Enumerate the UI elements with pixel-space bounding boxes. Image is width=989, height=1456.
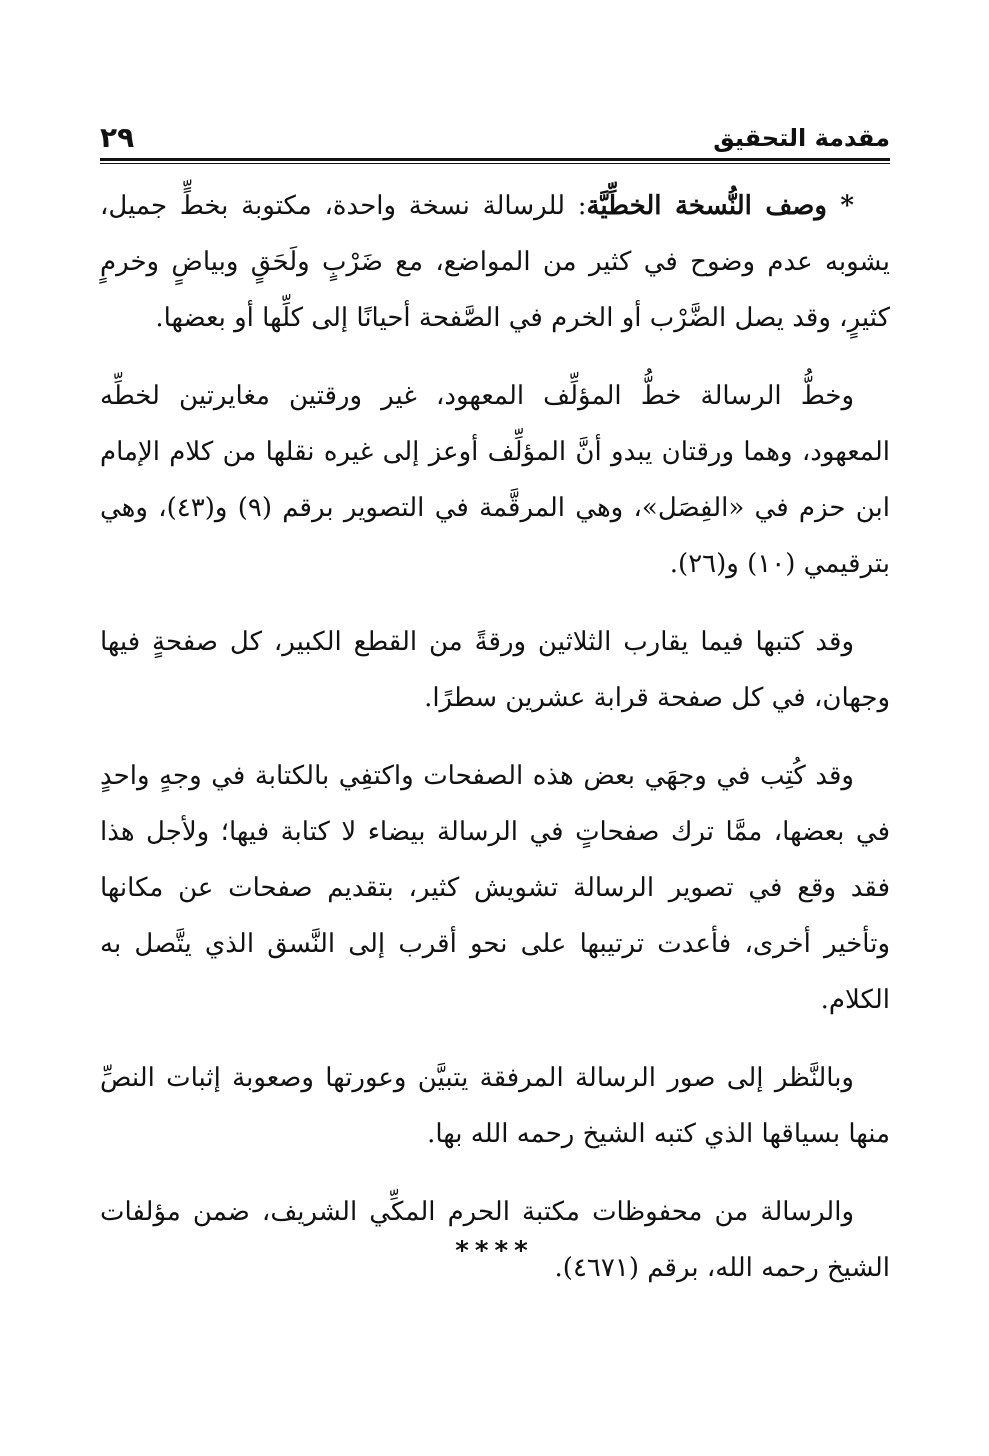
section-separator: ****: [455, 1236, 534, 1266]
paragraph-text: : للرسالة نسخة واحدة، مكتوبة بخطٍّ جميل، يشوبه عدم وضوح في كثير من المواضع، مع ضَرْبٍ ولَحَقٍ وبياضٍ وخرمٍ كثيرٍ، وقد يصل الضَّرْب أو الخرم في الصَّفحة أحيانًا إلى كلِّها أو بعضها.: [100, 191, 890, 333]
running-header-title: مقدمة التحقيق: [713, 124, 890, 152]
header-rule: [100, 158, 890, 161]
body-text: [100, 178, 890, 1318]
paragraph-handwriting: وخطُّ الرسالة خطُّ المؤلِّف المعهود، غير ورقتين مغايرتين لخطِّه المعهود، وهما ورقتان يبدو أنَّ المؤلِّف أوعز إلى غيره نقلها من كلام الإمام ابن حزم في «الفِصَل»، وهي المرقَّمة في التصوير برقم (٩) و(٤٣)، وهي بترقيمي (١٠) و(٢٦).: [100, 381, 890, 579]
paragraph-page-order: وقد كُتِب في وجهَي بعض هذه الصفحات واكتفِي بالكتابة في وجهٍ واحدٍ في بعضها، ممَّا ترك صفحاتٍ في الرسالة بيضاء لا كتابة فيها؛ ولأجل هذا فقد وقع في تصوير الرسالة تشويش كثير، بتقديم صفحات عن مكانها وتأخير أخرى، فأعدت ترتيبها على نحو أقرب إلى النَّسق الذي يتَّصل به الكلام.: [100, 761, 890, 1015]
paragraph-location: والرسالة من محفوظات مكتبة الحرم المكِّي الشريف، ضمن مؤلفات الشيخ رحمه الله، برقم (٤٦٧١).: [100, 1197, 890, 1283]
header-rule-thin: [100, 163, 890, 164]
paragraph-difficulty: وبالنَّظر إلى صور الرسالة المرفقة يتبيَّن وعورتها وصعوبة إثبات النصِّ منها بسياقها الذي كتبه الشيخ رحمه الله بها.: [100, 1063, 890, 1149]
section-lead: * وصف النُّسخة الخطِّيَّة: [586, 191, 854, 221]
page-header: [100, 120, 890, 164]
paragraph-manuscript-description: [100, 178, 890, 346]
paragraph-length: وقد كتبها فيما يقارب الثلاثين ورقةً من القطع الكبير، كل صفحةٍ فيها وجهان، في كل صفحة قرابة عشرين سطرًا.: [100, 627, 890, 713]
page-number: ٢٩: [100, 121, 135, 154]
